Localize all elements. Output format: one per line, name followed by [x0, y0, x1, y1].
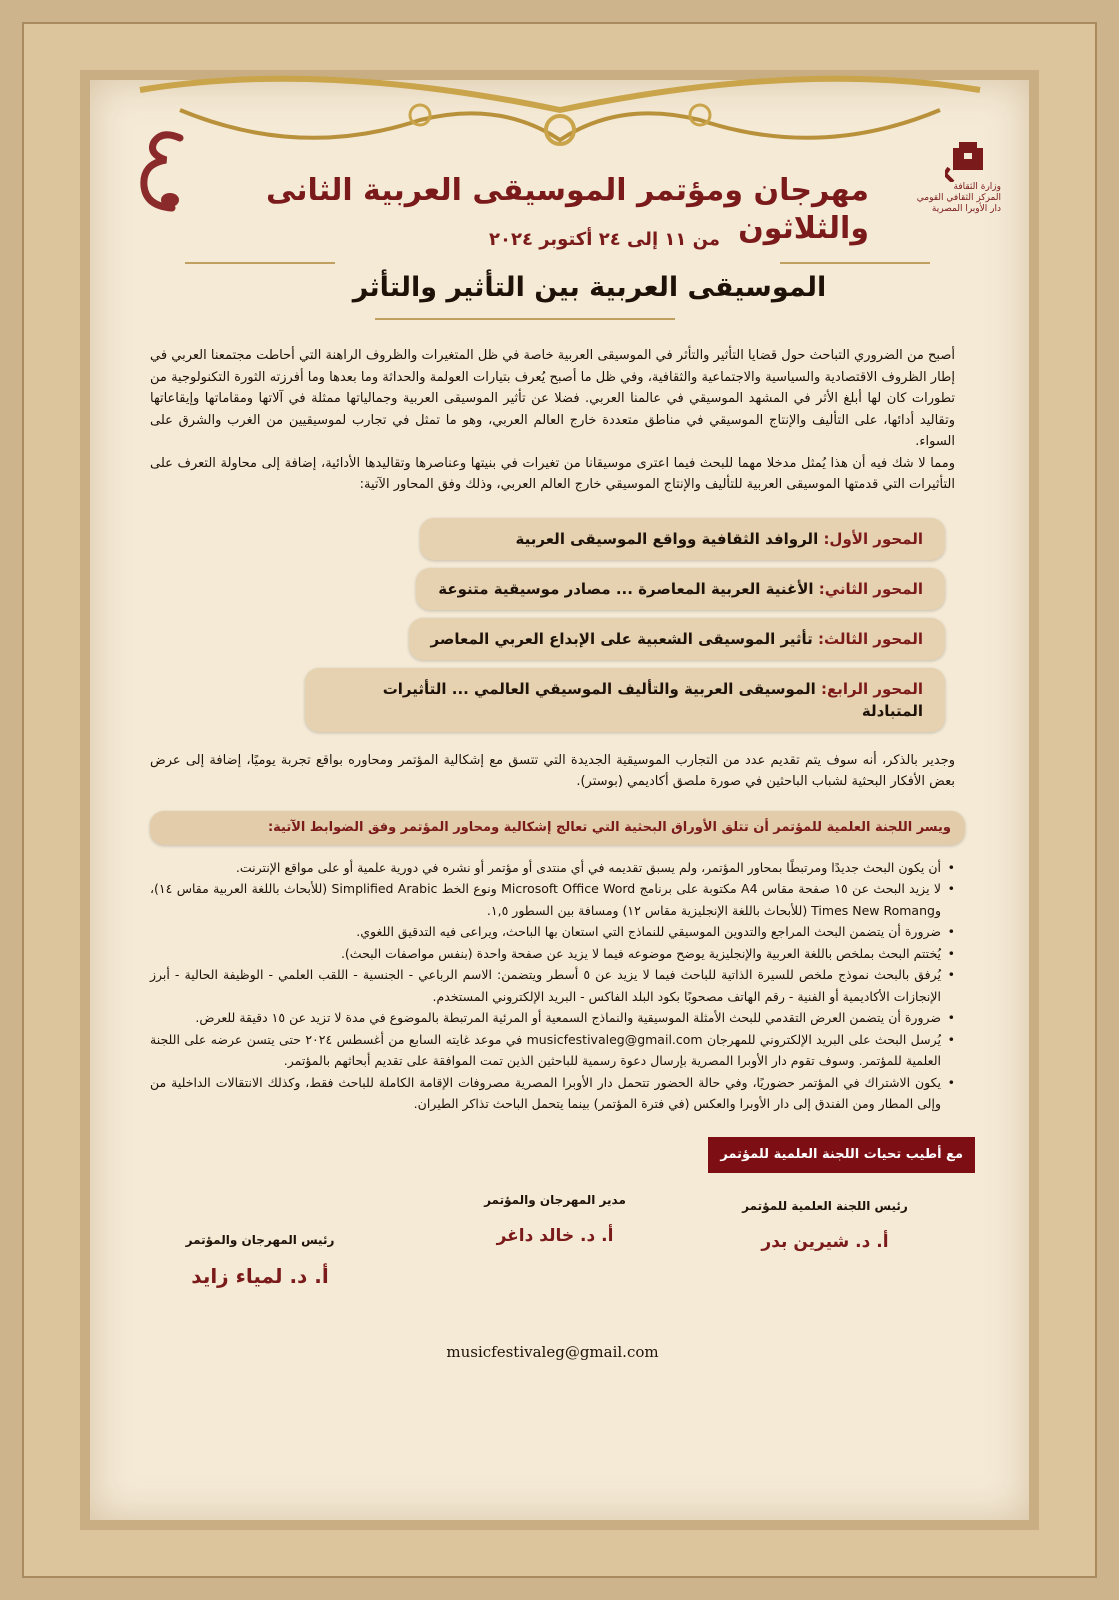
- divider: [375, 318, 675, 320]
- rule-item: • ضرورة أن يتضمن العرض التقدمي للبحث الأمثلة الموسيقية والنماذج السمعية أو المرئية المرتبطة بالموضوع في مدة لا تزيد عن ١٥ دقيقة للعرض.: [150, 1007, 955, 1029]
- axes-list: [150, 518, 945, 732]
- axis-text: تأثير الموسيقى الشعبية على الإبداع العربي المعاصر: [430, 629, 819, 648]
- signature-name: أ. د. لمياء زايد: [191, 1263, 329, 1288]
- signature-name: أ. د. شيرين بدر: [761, 1231, 889, 1252]
- axis-label: المحور الثاني:: [818, 579, 923, 598]
- opera-house-icon: [945, 138, 991, 182]
- axis-text: الموسيقى العربية والتأليف الموسيقي العالمي ... التأثيرات المتبادلة: [382, 679, 923, 720]
- signature-role: مدير المهرجان والمؤتمر: [484, 1192, 626, 1207]
- rule-item: • يكون الاشتراك في المؤتمر حضوريًا، وفي حالة الحضور تتحمل دار الأوبرا المصرية مصروفات الإقامة الكاملة للباحث فقط، وكذلك الانتقالات الداخلية من وإلى المطار ومن الفندق إلى دار الأوبرا والعكس (في فترة المؤتمر) بينما يتحمل الباحث تذاكر الطيران.: [150, 1072, 955, 1115]
- rule-item: • يُرسل البحث على البريد الإلكتروني للمهرجان musicfestivaleg@gmail.com في موعد غايته السابع من أغسطس ٢٠٢٤ حتى يتسن عرضه على اللجنة العلمية للمؤتمر. وسوف تقوم دار الأوبرا المصرية بإرسال دعوة رسمية للباحثين الذين تمت الموافقة على تقديم أبحاثهم بالمؤتمر.: [150, 1029, 955, 1072]
- axis-text: الروافد الثقافية وواقع الموسيقى العربية: [515, 529, 824, 548]
- rule-item: • يُختتم البحث بملخص باللغة العربية والإنجليزية يوضح موضوعه فيما لا يزيد عن صفحة واحدة (بنفس مواصفات البحث).: [150, 943, 955, 965]
- conference-theme: الموسيقى العربية بين التأثير والتأثر: [352, 272, 827, 303]
- signature-director: [445, 1191, 665, 1249]
- ministry-logo: [891, 138, 1001, 215]
- rules-list: [150, 857, 955, 1115]
- rule-item: • ضرورة أن يتضمن البحث المراجع والتدوين الموسيقي للنماذج التي استعان بها الباحث، ويراعى فيه التدقيق اللغوي.: [150, 921, 955, 943]
- gold-ornament: [120, 70, 1000, 160]
- axis-4: [305, 668, 945, 732]
- signature-role: رئيس المهرجان والمؤتمر: [185, 1232, 335, 1247]
- signature-name: أ. د. خالد داغر: [496, 1225, 614, 1246]
- signature-committee-head: [715, 1197, 935, 1255]
- axis-label: المحور الرابع:: [820, 679, 923, 698]
- festival-title: مهرجان ومؤتمر الموسيقى العربية الثانى والثلاثون: [265, 173, 869, 246]
- axis-2: [416, 568, 945, 610]
- axis-text: الأغنية العربية المعاصرة ... مصادر موسيقية متنوعة: [438, 579, 819, 598]
- axis-label: المحور الثالث:: [818, 629, 923, 648]
- axis-label: المحور الأول:: [823, 529, 923, 548]
- intro-paragraph: ومما لا شك فيه أن هذا يُمثل مدخلا مهما للبحث فيما اعترى موسيقانا من تغيرات في بنيتها وعناصرها وتقاليدها الأدائية، إضافة إلى محاولة التعرف على التأثيرات التي قدمتها الموسيقى العربية للتأليف والإنتاج الموسيقي خارج العالم العربي، وذلك وفق المحاور الآتية:: [150, 455, 955, 492]
- signature-president: [150, 1231, 370, 1289]
- divider: [780, 262, 930, 264]
- music-logo-icon: [132, 128, 192, 218]
- closing-badge: مع أطيب تحيات اللجنة العلمية للمؤتمر: [708, 1137, 975, 1173]
- rules-header: ويسر اللجنة العلمية للمؤتمر أن تتلق الأوراق البحثية التي تعالج إشكالية ومحاور المؤتمر وفق الضوابط الآتية:: [150, 811, 965, 845]
- rule-item: • أن يكون البحث جديدًا ومرتبطًا بمحاور المؤتمر، ولم يسبق تقديمه في أي منتدى أو مؤتمر أو نشره في دورية علمية أو على مواقع الإنترنت.: [150, 857, 955, 879]
- axis-1: [420, 518, 945, 560]
- note-paragraph: وجدير بالذكر، أنه سوف يتم تقديم عدد من التجارب الموسيقية الجديدة التي تتسق مع إشكالية المؤتمر ومحاوره بواقع تجربة يوميًا، إضافة إلى عرض بعض الأفكار البحثية لشباب الباحثين في صورة ملصق أكاديمي (بوستر).: [150, 752, 955, 789]
- closing-row: [150, 1137, 963, 1173]
- poster-body: [150, 345, 963, 1361]
- divider: [185, 262, 335, 264]
- contact-email[interactable]: musicfestivaleg@gmail.com: [446, 1342, 659, 1361]
- rule-item: • يُرفق بالبحث نموذج ملخص للسيرة الذاتية للباحث فيما لا يزيد عن ٥ أسطر ويتضمن: الاسم الرباعي - الجنسية - اللقب العلمي - الوظيفة الحالية - أبرز الإنجازات الأكاديمية أو الفنية - رقم الهاتف مصحوبًا بكود البلد الفاكس - البريد الإلكتروني المستخدم.: [150, 964, 955, 1007]
- festival-dates: من ١١ إلى ٢٤ أكتوبر ٢٠٢٤: [489, 229, 720, 250]
- intro-paragraph: أصبح من الضروري التباحث حول قضايا التأثير والتأثر في الموسيقى العربية خاصة في ظل المتغيرات والظروف الراهنة التي أحاطت مجتمعنا العربي في إطار الظروف الاقتصادية والسياسية والاجتماعية والثقافية، وفي ظل ما أصبح يُعرف بتيارات العولمة والحداثة وما بعدها وما أفرزته الثورة التكنولوجية من تطورات كان لها أبلغ الأثر في المشهد الموسيقي في عالمنا العربي. فضلا عن تأثير الموسيقى العربية وجمالياتها ممثلة في آلاتها ومقاماتها وإيقاعاتها وتقاليد أدائها، على التأليف والإنتاج الموسيقي في مناطق متعددة خارج العالم العربي، وهو ما تمثل في تجارب لموسيقيين من الغرب والشرق على السواء.: [150, 348, 955, 449]
- logo-line: دار الأوبرا المصرية: [931, 204, 1001, 214]
- rule-item: • لا يزيد البحث عن ١٥ صفحة مقاس A4 مكتوبة على برنامج Microsoft Office Word ونوع الخط Simplified Arabic (للأبحاث باللغة العربية مقاس ١٤)، وTimes New Romang (للأبحاث باللغة الإنجليزية مقاس ١٢) ومسافة بين السطور ١,٥.: [150, 878, 955, 921]
- logo-line: وزارة الثقافة: [953, 182, 1001, 192]
- logo-line: المركز الثقافي القومي: [916, 193, 1001, 203]
- signatures: [150, 1187, 955, 1337]
- axis-3: [409, 618, 945, 660]
- signature-role: رئيس اللجنة العلمية للمؤتمر: [742, 1198, 908, 1213]
